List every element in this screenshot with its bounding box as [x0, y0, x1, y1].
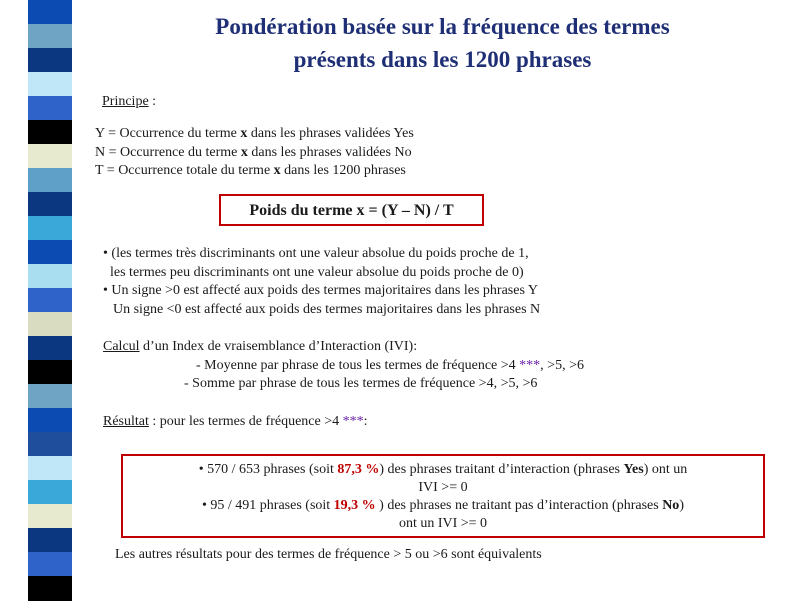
resultat-rest: : pour les termes de fréquence >4 — [148, 414, 343, 429]
stripe-segment — [28, 552, 72, 577]
bullet-line-4: Un signe <0 est affecté aux poids des termes majoritaires dans les phrases N — [113, 302, 541, 317]
bullet-line-3: • Un signe >0 est affecté aux poids des termes majoritaires dans les phrases Y — [103, 283, 539, 298]
def-var: x — [240, 145, 248, 160]
stripe-segment — [28, 288, 72, 313]
result-text: ) des phrases ne traitant pas d’interaction (phrases — [375, 498, 663, 513]
stripe-segment — [28, 168, 72, 193]
result-yes-line — [123, 461, 763, 479]
stars-marker: *** — [342, 414, 364, 429]
resultat-end: : — [363, 414, 368, 429]
title-line-2: présents dans les 1200 phrases — [293, 47, 592, 72]
resultat-label: Résultat — [103, 414, 149, 429]
stars-marker: *** — [519, 358, 541, 373]
result-percent-yes: 87,3 % — [337, 462, 380, 477]
stripe-segment — [28, 312, 72, 337]
calcul-text: - Moyenne par phrase de tous les termes de fréquence >4 — [196, 358, 520, 373]
stripe-segment — [28, 504, 72, 529]
definition-n — [95, 144, 412, 162]
result-text: • 95 / 491 phrases (soit — [202, 498, 334, 513]
result-label-yes: Yes — [623, 462, 644, 477]
def-text: N = Occurrence du terme — [95, 145, 241, 160]
stripe-segment — [28, 480, 72, 505]
stripe-segment — [28, 408, 72, 433]
def-text: dans les phrases validées Yes — [247, 126, 414, 141]
result-label-no: No — [662, 498, 680, 513]
page-title — [120, 10, 765, 76]
result-text: ) ont un — [643, 462, 688, 477]
result-no-line-2: ont un IVI >= 0 — [398, 516, 488, 531]
results-box — [121, 454, 765, 538]
title-line-1: Pondération basée sur la fréquence des termes — [215, 14, 670, 39]
stripe-segment — [28, 144, 72, 169]
stripe-segment — [28, 48, 72, 73]
result-text: ) des phrases traitant d’interaction (phrases — [379, 462, 624, 477]
principe-label: Principe — [102, 94, 149, 109]
result-percent-no: 19,3 % — [333, 498, 376, 513]
stripe-segment — [28, 0, 72, 25]
result-no-line — [123, 497, 763, 515]
stripe-segment — [28, 240, 72, 265]
def-text: dans les 1200 phrases — [280, 163, 406, 178]
calcul-text: , >5, >6 — [540, 358, 584, 373]
def-var: x — [273, 163, 281, 178]
calcul-label: Calcul — [103, 339, 140, 354]
calcul-line-2: - Somme par phrase de tous les termes de fréquence >4, >5, >6 — [184, 376, 538, 391]
bullet-line-1: • (les termes très discriminants ont une valeur absolue du poids proche de 1, — [103, 246, 529, 261]
stripe-segment — [28, 120, 72, 145]
calcul-line-1 — [196, 357, 584, 375]
result-text: • 570 / 653 phrases (soit — [198, 462, 338, 477]
principe-suffix: : — [148, 94, 157, 109]
bullet-line-2: les termes peu discriminants ont une valeur absolue du poids proche de 0) — [110, 265, 524, 280]
stripe-segment — [28, 96, 72, 121]
footer-note: Les autres résultats pour des termes de fréquence > 5 ou >6 sont équivalents — [115, 547, 542, 562]
def-text: dans les phrases validées No — [247, 145, 412, 160]
stripe-segment — [28, 432, 72, 457]
definition-t — [95, 162, 406, 180]
def-text: T = Occurrence totale du terme — [95, 163, 274, 178]
stripe-segment — [28, 528, 72, 553]
stripe-segment — [28, 336, 72, 361]
principe-heading — [102, 93, 156, 111]
def-var: x — [240, 126, 248, 141]
stripe-segment — [28, 24, 72, 49]
stripe-segment — [28, 192, 72, 217]
def-text: Y = Occurrence du terme — [95, 126, 241, 141]
stripe-segment — [28, 216, 72, 241]
stripe-segment — [28, 456, 72, 481]
stripe-segment — [28, 360, 72, 385]
resultat-heading — [103, 413, 368, 431]
stripe-segment — [28, 72, 72, 97]
result-text: ) — [679, 498, 684, 513]
result-yes-line-2: IVI >= 0 — [418, 480, 468, 495]
decorative-stripe — [28, 0, 72, 600]
stripe-segment — [28, 576, 72, 601]
stripe-segment — [28, 384, 72, 409]
formula-box: Poids du terme x = (Y – N) / T — [219, 194, 484, 226]
calcul-heading — [103, 338, 417, 356]
definition-y — [95, 125, 414, 143]
calcul-rest: d’un Index de vraisemblance d’Interaction (IVI): — [139, 339, 418, 354]
stripe-segment — [28, 264, 72, 289]
